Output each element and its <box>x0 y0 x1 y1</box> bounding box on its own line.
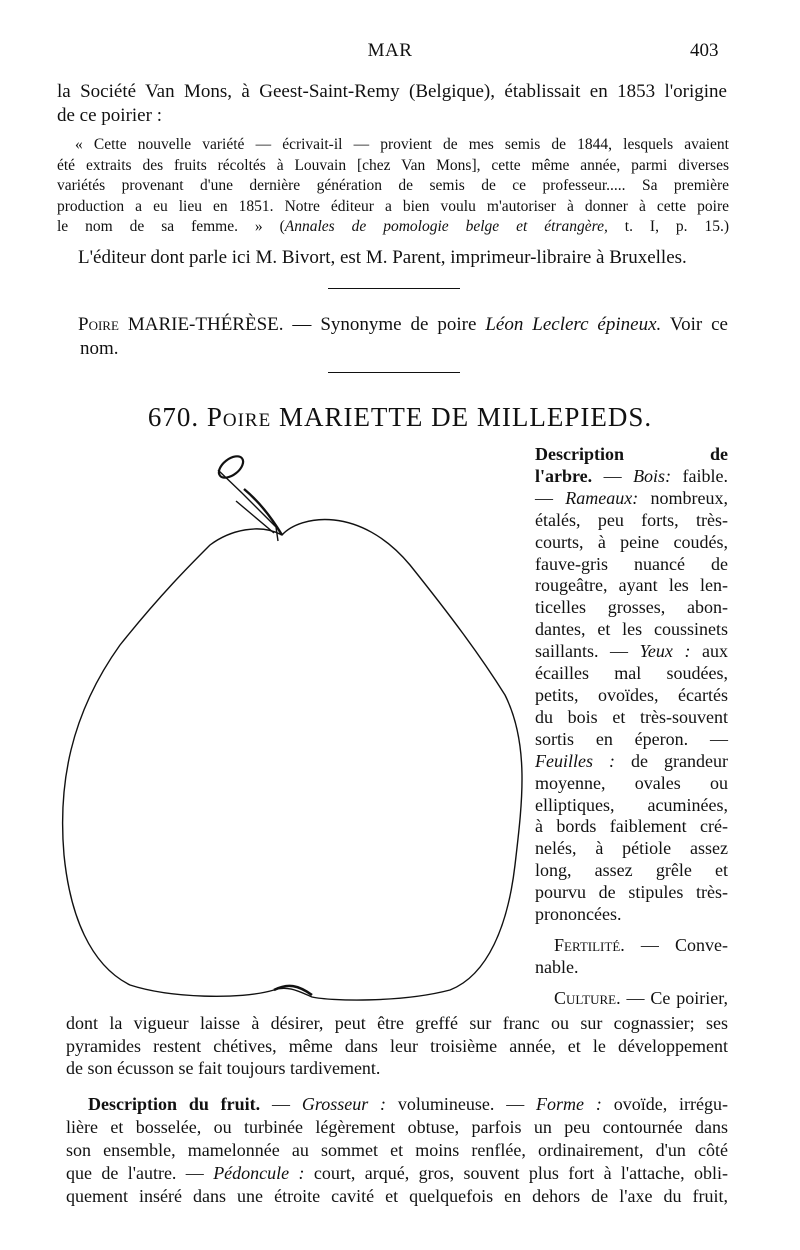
tree-description-line <box>535 532 728 554</box>
tree-description-line <box>535 444 728 466</box>
page-number: 403 <box>690 40 719 61</box>
quote-line: été extraits des fruits récoltés à Louvain [chez Van Mons], cette même année, parmi diverses <box>57 156 729 174</box>
fertility-line <box>554 935 728 957</box>
tree-description-text: elliptiques, acuminées, <box>535 794 728 815</box>
fruit-forme-label: Forme : <box>536 1094 602 1114</box>
tree-description-line <box>535 860 728 882</box>
quote-line: variétés provenant d'une dernière génération de semis de ce professeur..... Sa première <box>57 177 729 194</box>
intro-line-1: la Société Van Mons, à Geest-Saint-Remy (Belgique), établissait en 1853 l'origine <box>57 81 727 102</box>
tree-description-line <box>535 619 728 641</box>
synonym-text: — Synonyme de poire <box>283 314 486 335</box>
tree-description-line <box>535 816 728 838</box>
tree-description-text: étalés, peu forts, très- <box>535 509 728 530</box>
fertility-line-2: nable. <box>535 957 579 977</box>
tree-description-line <box>535 554 728 576</box>
tree-description-term: Bois: <box>633 465 672 486</box>
culture-continued <box>66 1012 728 1080</box>
culture-continued-line: pyramides restent chétives, même dans leur troisième année, et le développement <box>66 1035 728 1056</box>
synonym-prefix: Poire <box>78 314 119 335</box>
divider <box>328 372 460 373</box>
fruit-line: quement inséré dans une étroite cavité et quelquefois en dehors de l'axe du fruit, <box>66 1186 728 1206</box>
fruit-grosseur-label: Grosseur : <box>301 1094 387 1114</box>
tree-description-line <box>535 904 728 926</box>
fruit-description-rest <box>66 1116 728 1208</box>
editor-note: L'éditeur dont parle ici M. Bivort, est M. Parent, imprimeur-libraire à Bruxelles. <box>78 247 687 268</box>
synonym-line-2: nom. <box>80 338 119 359</box>
tree-description-line <box>535 773 728 795</box>
fruit-line: son ensemble, mamelonnée au sommet et moins renflée, ordinairement, d'un côté <box>66 1140 728 1160</box>
culture-line <box>554 988 728 1010</box>
tree-description-line <box>535 685 728 707</box>
tree-description-line <box>535 882 728 904</box>
quote-line: production a eu lieu en 1851. Notre éditeur a bien voulu m'autoriser à donner à cette poire <box>57 197 729 215</box>
fruit-text: volumineuse. — <box>386 1094 537 1114</box>
tree-description-line <box>535 751 728 773</box>
tree-description-text: fauve-gris nuancé de <box>535 553 728 574</box>
divider <box>328 288 460 289</box>
tree-description-line <box>535 510 728 532</box>
tree-description-term: Rameaux: <box>565 487 639 508</box>
tree-description-text: — <box>535 487 566 508</box>
tree-description-bold: Description de <box>535 444 728 464</box>
tree-description-line <box>535 641 728 663</box>
tree-description-line <box>535 488 728 510</box>
tree-description-text: saillants. — <box>535 641 640 662</box>
tree-description-line <box>535 597 728 619</box>
tree-description-term: Yeux : <box>639 641 691 662</box>
tree-description-text: nelés, à pétiole assez <box>535 838 728 859</box>
fertility-label: Fertilité. <box>554 935 625 955</box>
tree-description-text: moyenne, ovales ou <box>535 772 728 793</box>
tree-description-line <box>535 466 728 488</box>
culture-continued-line: de son écusson se fait toujours tardivement. <box>66 1058 381 1078</box>
quote-last-line <box>57 217 729 238</box>
culture-continued-line: dont la vigueur laisse à désirer, peut être greffé sur franc ou sur cognassier; ses <box>66 1013 728 1033</box>
running-title: MAR <box>367 40 413 61</box>
entry-name: MARIETTE DE MILLEPIEDS. <box>278 402 653 432</box>
tree-description-text: aux <box>690 641 728 662</box>
entry-number: 670. <box>147 402 200 432</box>
tree-description-text: — <box>592 465 634 486</box>
synonym-suffix: Voir ce <box>661 314 728 335</box>
tree-description-text: nombreux, <box>638 487 729 508</box>
tree-description-text: sortis en éperon. — <box>535 728 728 749</box>
tree-description-text: à bords faiblement cré- <box>535 816 728 837</box>
fertility-text: — Conve- <box>624 935 728 955</box>
fruit-text: ovoïde, irrégu- <box>601 1094 729 1114</box>
quote-source-title: Annales de pomologie belge et étrangère, <box>284 218 608 235</box>
entry-prefix: Poire <box>206 402 272 432</box>
pear-outline <box>63 520 522 1001</box>
tree-description-text: prononcées. <box>535 904 622 925</box>
tree-description-text: du bois et très-souvent <box>535 706 728 727</box>
fruit-description-line-1 <box>88 1093 728 1116</box>
synonym-italic: Léon Leclerc épineux. <box>485 314 662 335</box>
tree-description-line <box>535 707 728 729</box>
fruit-description-label: Description du fruit. <box>88 1094 261 1114</box>
fruit-text: court, arqué, gros, souvent plus fort à l'attache, obli- <box>304 1163 729 1183</box>
tree-description-line <box>535 795 728 817</box>
tree-description-text: dantes, et les coussinets <box>535 619 728 640</box>
tree-description-text: courts, à peine coudés, <box>535 531 728 552</box>
tree-description-text: écailles mal soudées, <box>535 663 728 684</box>
tree-description-line <box>535 663 728 685</box>
fruit-pedoncule-label: Pédoncule : <box>213 1163 305 1183</box>
tree-description <box>535 444 728 926</box>
culture-label: Culture. <box>554 988 621 1008</box>
synonym-entry <box>78 313 728 336</box>
intro-line-2: de ce poirier : <box>57 105 162 126</box>
fruit-text: — <box>260 1094 302 1114</box>
tree-description-text: petits, ovoïdes, écartés <box>535 684 728 705</box>
tree-description-text: de grandeur <box>615 750 728 771</box>
pear-stem-end <box>215 452 247 482</box>
quote-block <box>57 135 729 238</box>
tree-description-bold: l'arbre. <box>535 465 593 486</box>
tree-description-text: rougeâtre, ayant les len- <box>535 575 728 596</box>
tree-description-line <box>535 729 728 751</box>
tree-description-line <box>535 838 728 860</box>
fruit-line: lière et bosselée, ou turbinée légèrement obtuse, parfois un peu contournée dans <box>66 1117 728 1137</box>
fruit-line <box>66 1162 728 1185</box>
culture-text: — Ce poirier, <box>620 988 728 1008</box>
tree-description-text: faible. <box>671 465 728 486</box>
entry-title <box>0 402 800 433</box>
pear-illustration <box>60 445 530 1015</box>
tree-description-line <box>535 575 728 597</box>
fruit-text: que de l'autre. — <box>66 1163 214 1183</box>
synonym-name: MARIE-THÉRÈSE. <box>127 314 284 335</box>
quote-line: « Cette nouvelle variété — écrivait-il — provient de mes semis de 1844, lesquels avaient <box>75 136 729 153</box>
quote-last-prefix: le nom de sa femme. » ( <box>57 218 285 235</box>
tree-description-text: pourvu de stipules très- <box>535 882 728 903</box>
quote-last-suffix: t. I, p. 15.) <box>607 218 729 235</box>
tree-description-term: Feuilles : <box>535 750 615 771</box>
tree-description-text: long, assez grêle et <box>535 860 728 881</box>
tree-description-text: ticelles grosses, abon- <box>535 597 728 618</box>
